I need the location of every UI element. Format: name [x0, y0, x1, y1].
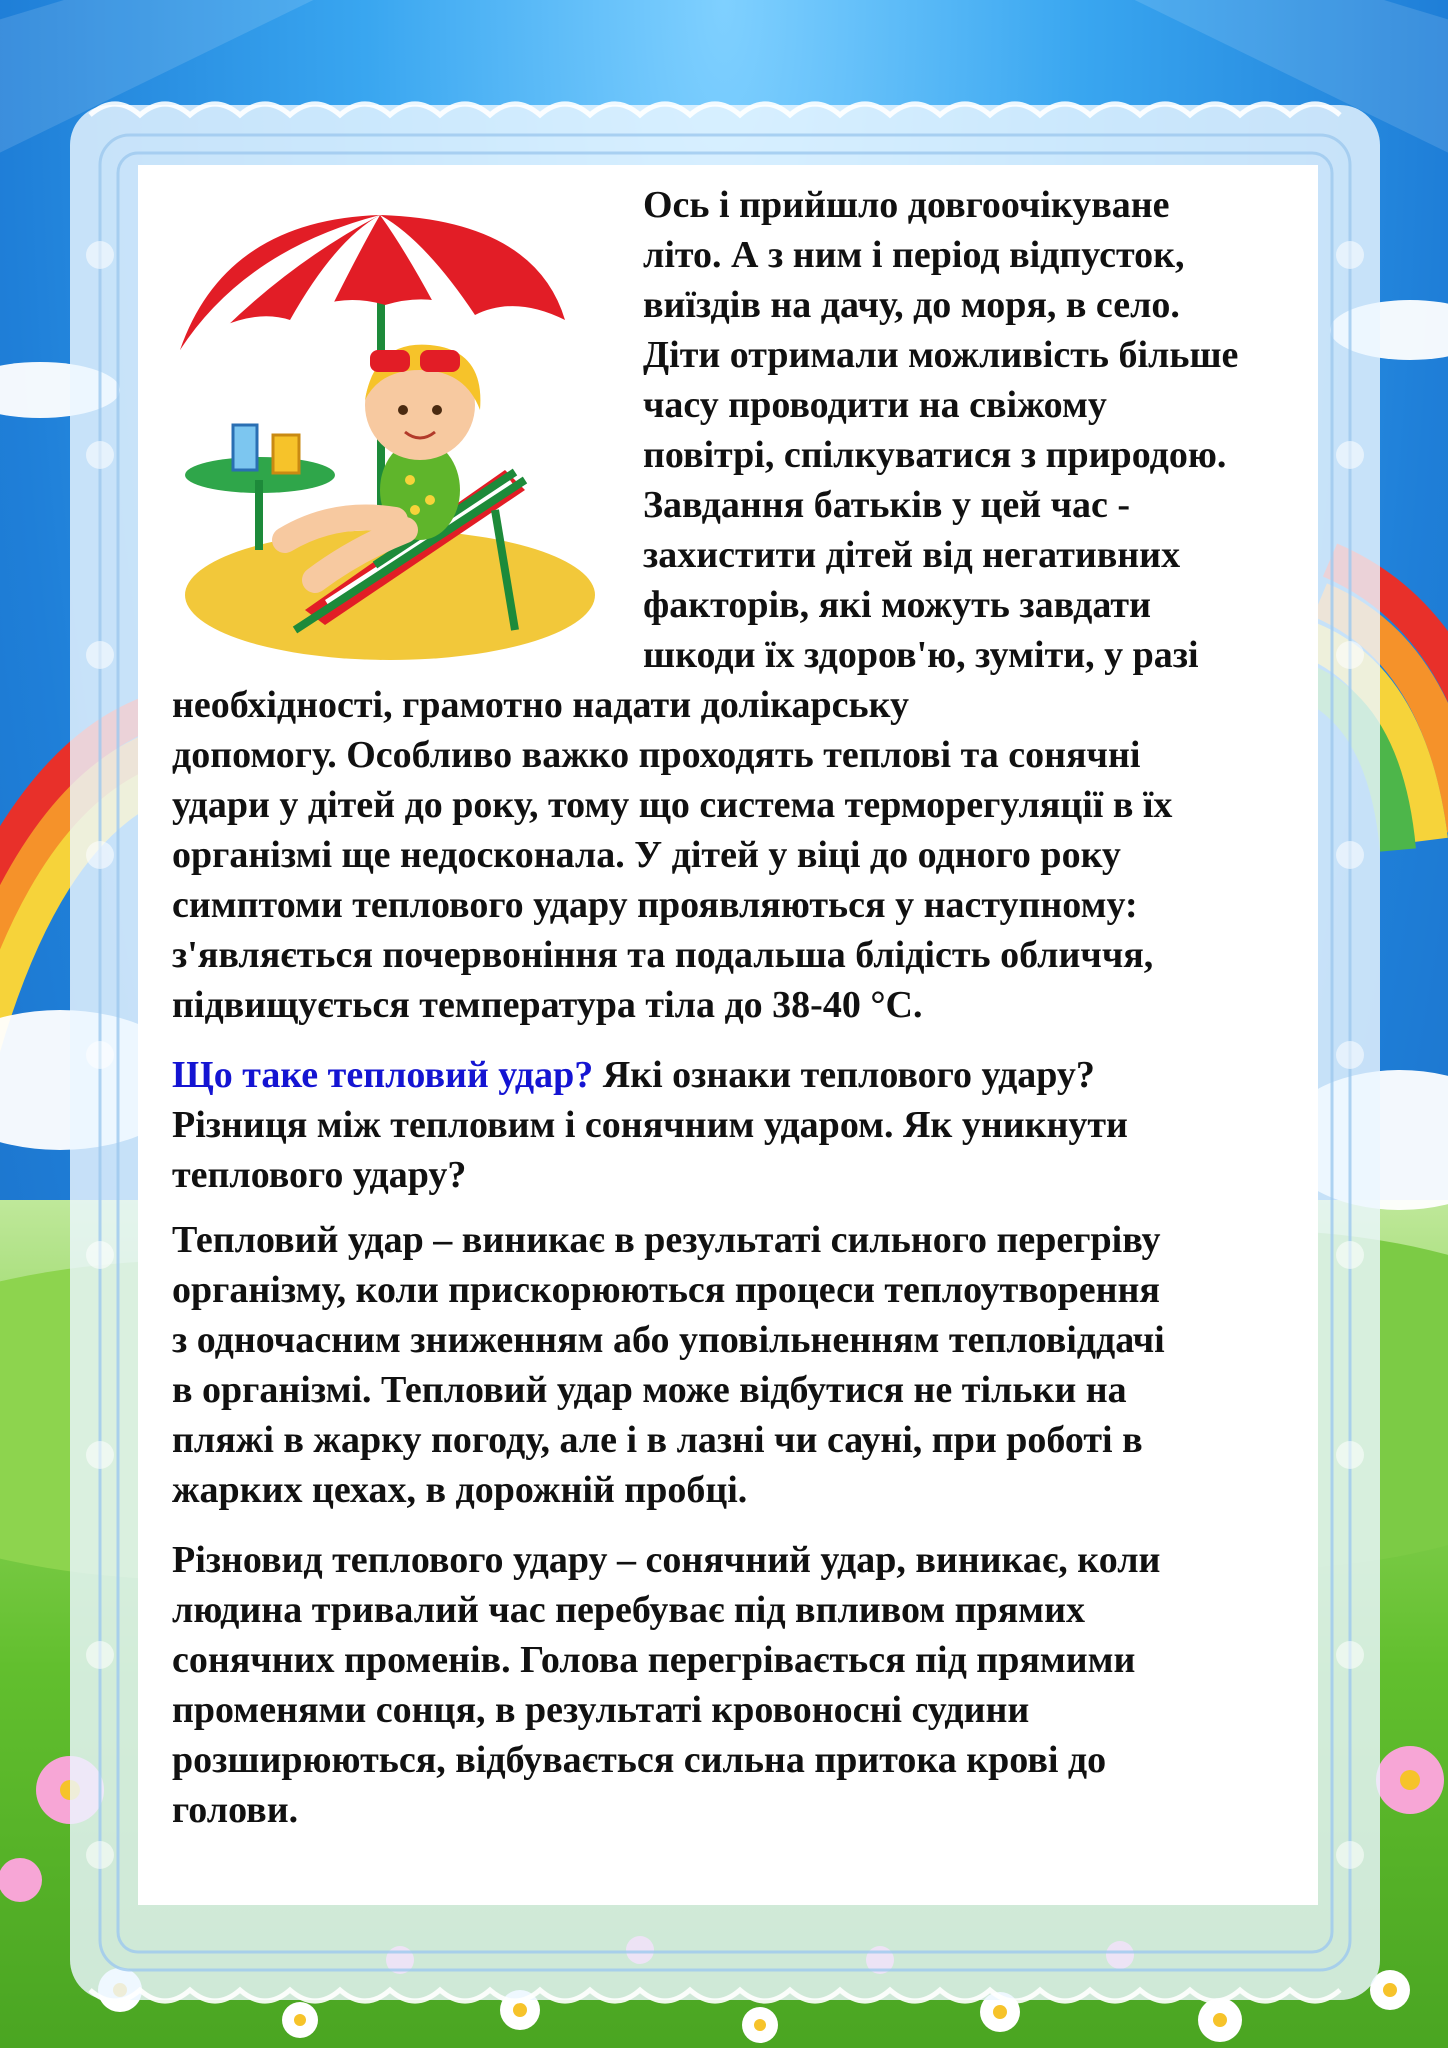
intro-column	[643, 180, 1238, 680]
question-line: теплового удару?	[172, 1154, 467, 1196]
intro-line: підвищується температура тіла до 38-40 °C.	[172, 984, 923, 1026]
intro-line: організмі ще недосконала. У дітей у віці до одного року	[172, 834, 1121, 876]
intro-line: Завдання батьків у цей час -	[643, 484, 1131, 526]
intro-line: часу проводити на свіжому	[643, 384, 1107, 426]
intro-line: симптоми теплового удару проявляються у наступному:	[172, 884, 1138, 926]
intro-line: літо. А з ним і період відпусток,	[643, 234, 1185, 276]
paragraph-line: Тепловий удар – виникає в результаті сильного перегріву	[172, 1219, 1161, 1261]
paragraph-line: голови.	[172, 1789, 299, 1831]
paragraph-line: жарких цехах, в дорожній пробці.	[172, 1469, 748, 1511]
intro-line: Діти отримали можливість більше	[643, 334, 1239, 376]
intro-line: Ось і прийшло довгоочікуване	[643, 184, 1170, 226]
girl-under-beach-umbrella-icon	[165, 210, 595, 665]
question-line	[172, 1050, 1128, 1100]
paragraph-line: розширюються, відбувається сильна притока крові до	[172, 1739, 1107, 1781]
intro-line: з'являється почервоніння та подальша блідість обличчя,	[172, 934, 1154, 976]
paragraph-line: пляжі в жарку погоду, але і в лазні чи сауні, при роботі в	[172, 1419, 1143, 1461]
intro-line: шкоди їх здоров'ю, зуміти, у разі	[643, 634, 1199, 676]
paragraph-line: організму, коли прискорюються процеси теплоутворення	[172, 1269, 1160, 1311]
question-line: Різниця між тепловим і сонячним ударом. Як уникнути	[172, 1104, 1128, 1146]
intro-line: факторів, які можуть завдати	[643, 584, 1151, 626]
intro-line: необхідності, грамотно надати долікарську	[172, 684, 909, 726]
intro-line: повітрі, спілкуватися з природою.	[643, 434, 1227, 476]
sunstroke-paragraph	[172, 1535, 1160, 1835]
question-text: Які ознаки теплового удару?	[593, 1054, 1095, 1096]
intro-continuation	[172, 680, 1172, 1030]
paragraph-line: людина тривалий час перебуває під впливом прямих	[172, 1589, 1085, 1631]
paragraph-line: променями сонця, в результаті кровоносні судини	[172, 1689, 1030, 1731]
paragraph-line: Різновид теплового удару – сонячний удар, виникає, коли	[172, 1539, 1161, 1581]
intro-line: виїздів на дачу, до моря, в село.	[643, 284, 1180, 326]
intro-line: захистити дітей від негативних	[643, 534, 1181, 576]
intro-line: допомогу. Особливо важко проходять теплові та сонячні	[172, 734, 1141, 776]
paragraph-line: в організмі. Тепловий удар може відбутися не тільки на	[172, 1369, 1127, 1411]
question-highlight: Що таке тепловий удар?	[172, 1054, 594, 1096]
intro-line: удари у дітей до року, тому що система терморегуляції в їх	[172, 784, 1173, 826]
questions-paragraph	[172, 1050, 1128, 1200]
heatstroke-paragraph	[172, 1215, 1165, 1515]
paragraph-line: сонячних променів. Голова перегрівається під прямими	[172, 1639, 1136, 1681]
paragraph-line: з одночасним зниженням або уповільненням тепловіддачі	[172, 1319, 1165, 1361]
